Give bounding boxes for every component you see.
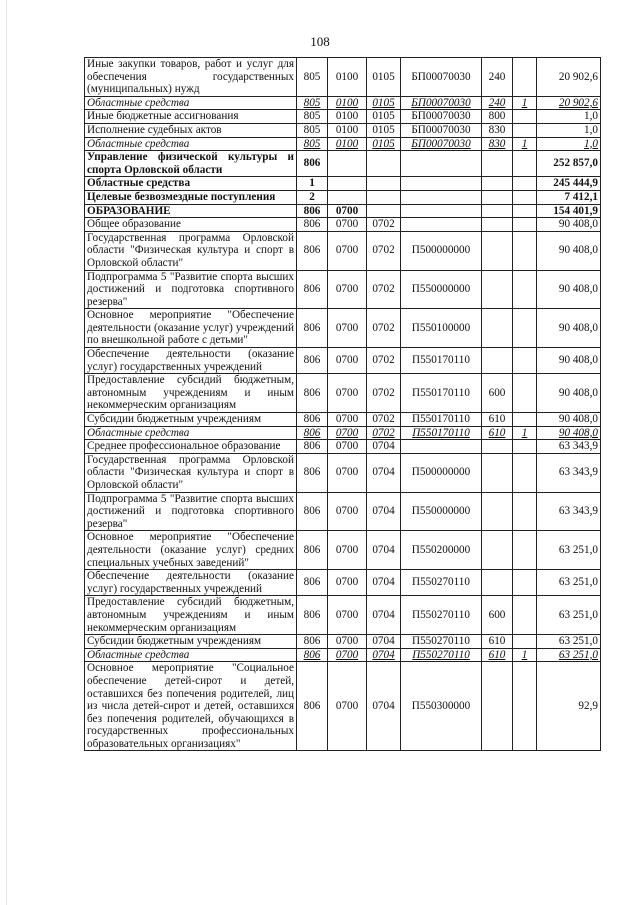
- amount: 252 857,0: [537, 151, 601, 177]
- table-row: [85, 374, 601, 413]
- expense-type-code: 610: [482, 426, 513, 440]
- target-article-code: П550170110: [401, 348, 482, 374]
- row-name: Областные средства: [85, 426, 297, 440]
- ministry-code: 806: [297, 453, 328, 492]
- subsection-code: 0704: [367, 453, 401, 492]
- ministry-code: 806: [297, 270, 328, 309]
- section-code: 0700: [328, 453, 367, 492]
- row-name: Основное мероприятие "Социальное обеспечение детей-сирот и детей, оставшихся без попечения родителей, лиц из числа детей-сирот и детей, оставшихся без попечения родителей, обучающихся в государственных профессиональных образовательных организациях": [85, 662, 297, 751]
- expense-type-code: [482, 218, 513, 232]
- section-code: 0100: [328, 137, 367, 151]
- table-row: [85, 348, 601, 374]
- table-row: [85, 309, 601, 348]
- table-row: [85, 413, 601, 427]
- amount: 92,9: [537, 662, 601, 751]
- target-article-code: [401, 440, 482, 454]
- subsection-code: 0702: [367, 348, 401, 374]
- ministry-code: 806: [297, 309, 328, 348]
- target-article-code: БП00070030: [401, 110, 482, 124]
- expense-type-code: 830: [482, 123, 513, 137]
- expense-type-code: [482, 492, 513, 531]
- subsection-code: 0704: [367, 635, 401, 649]
- row-name: Субсидии бюджетным учреждениям: [85, 635, 297, 649]
- target-article-code: П500000000: [401, 453, 482, 492]
- section-code: 0700: [328, 440, 367, 454]
- expense-type-code: [482, 190, 513, 204]
- table-row: [85, 662, 601, 751]
- expense-type-code: [482, 453, 513, 492]
- table-row: [85, 453, 601, 492]
- funding-source-code: 1: [513, 137, 537, 151]
- amount: 90 408,0: [537, 374, 601, 413]
- row-name: Предоставление субсидий бюджетным, автономным учреждениям и иным некоммерческим организациям: [85, 374, 297, 413]
- target-article-code: П550270110: [401, 635, 482, 649]
- amount: 90 408,0: [537, 309, 601, 348]
- target-article-code: [401, 151, 482, 177]
- subsection-code: 0702: [367, 231, 401, 270]
- section-code: [328, 190, 367, 204]
- funding-source-code: [513, 58, 537, 97]
- target-article-code: [401, 190, 482, 204]
- funding-source-code: [513, 218, 537, 232]
- expense-type-code: 610: [482, 648, 513, 662]
- section-code: 0100: [328, 110, 367, 124]
- budget-table: [84, 57, 601, 751]
- row-name: Основное мероприятие "Обеспечение деятельности (оказание услуг) средних специальных учебных заведений": [85, 531, 297, 570]
- table-row: [85, 426, 601, 440]
- ministry-code: 806: [297, 374, 328, 413]
- ministry-code: 806: [297, 570, 328, 596]
- funding-source-code: [513, 440, 537, 454]
- expense-type-code: [482, 309, 513, 348]
- ministry-code: 806: [297, 635, 328, 649]
- section-code: 0700: [328, 662, 367, 751]
- expense-type-code: 240: [482, 96, 513, 110]
- section-code: 0100: [328, 96, 367, 110]
- funding-source-code: 1: [513, 426, 537, 440]
- expense-type-code: [482, 151, 513, 177]
- subsection-code: [367, 204, 401, 218]
- table-row: [85, 177, 601, 191]
- ministry-code: 805: [297, 137, 328, 151]
- subsection-code: 0702: [367, 426, 401, 440]
- amount: 90 408,0: [537, 218, 601, 232]
- subsection-code: 0704: [367, 440, 401, 454]
- target-article-code: П550170110: [401, 413, 482, 427]
- subsection-code: 0704: [367, 492, 401, 531]
- amount: 63 343,9: [537, 492, 601, 531]
- row-name: Целевые безвозмездные поступления: [85, 190, 297, 204]
- amount: 20 902,6: [537, 58, 601, 97]
- funding-source-code: [513, 110, 537, 124]
- target-article-code: П550300000: [401, 662, 482, 751]
- table-row: [85, 440, 601, 454]
- table-row: [85, 531, 601, 570]
- section-code: 0700: [328, 231, 367, 270]
- section-code: 0700: [328, 309, 367, 348]
- ministry-code: 806: [297, 204, 328, 218]
- section-code: 0700: [328, 492, 367, 531]
- subsection-code: 0704: [367, 570, 401, 596]
- amount: 90 408,0: [537, 270, 601, 309]
- row-name: Областные средства: [85, 648, 297, 662]
- expense-type-code: 240: [482, 58, 513, 97]
- row-name: Предоставление субсидий бюджетным, автономным учреждениям и иным некоммерческим организациям: [85, 596, 297, 635]
- funding-source-code: [513, 374, 537, 413]
- target-article-code: П550170110: [401, 374, 482, 413]
- ministry-code: 805: [297, 110, 328, 124]
- subsection-code: 0704: [367, 648, 401, 662]
- table-row: [85, 596, 601, 635]
- target-article-code: П550270110: [401, 570, 482, 596]
- ministry-code: 806: [297, 492, 328, 531]
- amount: 154 401,9: [537, 204, 601, 218]
- funding-source-code: [513, 270, 537, 309]
- amount: 90 408,0: [537, 348, 601, 374]
- target-article-code: [401, 204, 482, 218]
- table-row: [85, 570, 601, 596]
- page-number: 108: [310, 34, 330, 49]
- section-code: 0700: [328, 426, 367, 440]
- row-name: Обеспечение деятельности (оказание услуг) государственных учреждений: [85, 570, 297, 596]
- funding-source-code: [513, 635, 537, 649]
- funding-source-code: [513, 204, 537, 218]
- row-name: Обеспечение деятельности (оказание услуг) государственных учреждений: [85, 348, 297, 374]
- row-name: Иные закупки товаров, работ и услуг для обеспечения государственных (муниципальных) нужд: [85, 58, 297, 97]
- section-code: [328, 177, 367, 191]
- funding-source-code: 1: [513, 648, 537, 662]
- expense-type-code: 830: [482, 137, 513, 151]
- funding-source-code: 1: [513, 96, 537, 110]
- expense-type-code: [482, 662, 513, 751]
- section-code: [328, 151, 367, 177]
- subsection-code: 0702: [367, 374, 401, 413]
- row-name: Областные средства: [85, 137, 297, 151]
- table-row: [85, 231, 601, 270]
- amount: 7 412,1: [537, 190, 601, 204]
- section-code: 0700: [328, 531, 367, 570]
- row-name: Основное мероприятие "Обеспечение деятельности (оказание услуг) учреждений по внешкольной работе с детьми": [85, 309, 297, 348]
- funding-source-code: [513, 348, 537, 374]
- subsection-code: 0702: [367, 218, 401, 232]
- subsection-code: 0105: [367, 137, 401, 151]
- ministry-code: 1: [297, 177, 328, 191]
- amount: 63 343,9: [537, 440, 601, 454]
- scan-margin-line: [6, 0, 7, 905]
- subsection-code: 0105: [367, 110, 401, 124]
- funding-source-code: [513, 413, 537, 427]
- expense-type-code: 600: [482, 596, 513, 635]
- ministry-code: 806: [297, 426, 328, 440]
- table-row: [85, 270, 601, 309]
- ministry-code: 805: [297, 96, 328, 110]
- subsection-code: 0702: [367, 309, 401, 348]
- ministry-code: 805: [297, 123, 328, 137]
- table-row: [85, 151, 601, 177]
- section-code: 0700: [328, 413, 367, 427]
- expense-type-code: [482, 270, 513, 309]
- amount: 90 408,0: [537, 413, 601, 427]
- ministry-code: 805: [297, 58, 328, 97]
- funding-source-code: [513, 662, 537, 751]
- subsection-code: [367, 177, 401, 191]
- expense-type-code: [482, 231, 513, 270]
- row-name: Подпрограмма 5 "Развитие спорта высших достижений и подготовка спортивного резерва": [85, 270, 297, 309]
- expense-type-code: [482, 531, 513, 570]
- row-name: Подпрограмма 5 "Развитие спорта высших достижений и подготовка спортивного резерва": [85, 492, 297, 531]
- target-article-code: [401, 177, 482, 191]
- target-article-code: [401, 218, 482, 232]
- row-name: Государственная программа Орловской области "Физическая культура и спорт в Орловской области": [85, 231, 297, 270]
- funding-source-code: [513, 531, 537, 570]
- funding-source-code: [513, 309, 537, 348]
- section-code: 0700: [328, 204, 367, 218]
- funding-source-code: [513, 453, 537, 492]
- table-row: [85, 635, 601, 649]
- section-code: 0700: [328, 635, 367, 649]
- subsection-code: 0105: [367, 96, 401, 110]
- amount: 63 251,0: [537, 596, 601, 635]
- subsection-code: [367, 151, 401, 177]
- target-article-code: БП00070030: [401, 123, 482, 137]
- amount: 1,0: [537, 137, 601, 151]
- table-row: [85, 96, 601, 110]
- row-name: Иные бюджетные ассигнования: [85, 110, 297, 124]
- target-article-code: П550200000: [401, 531, 482, 570]
- expense-type-code: 800: [482, 110, 513, 124]
- expense-type-code: [482, 570, 513, 596]
- table-row: [85, 492, 601, 531]
- target-article-code: БП00070030: [401, 58, 482, 97]
- subsection-code: 0704: [367, 596, 401, 635]
- funding-source-code: [513, 492, 537, 531]
- amount: 90 408,0: [537, 426, 601, 440]
- funding-source-code: [513, 177, 537, 191]
- target-article-code: БП00070030: [401, 96, 482, 110]
- table-row: [85, 110, 601, 124]
- table-row: [85, 190, 601, 204]
- funding-source-code: [513, 570, 537, 596]
- funding-source-code: [513, 596, 537, 635]
- ministry-code: 806: [297, 648, 328, 662]
- subsection-code: [367, 190, 401, 204]
- amount: 20 902,6: [537, 96, 601, 110]
- ministry-code: 806: [297, 662, 328, 751]
- section-code: 0700: [328, 596, 367, 635]
- target-article-code: П550270110: [401, 596, 482, 635]
- section-code: 0700: [328, 218, 367, 232]
- subsection-code: 0105: [367, 123, 401, 137]
- subsection-code: 0702: [367, 413, 401, 427]
- expense-type-code: [482, 348, 513, 374]
- target-article-code: П550000000: [401, 492, 482, 531]
- row-name: Субсидии бюджетным учреждениям: [85, 413, 297, 427]
- row-name: Государственная программа Орловской области "Физическая культура и спорт в Орловской области": [85, 453, 297, 492]
- subsection-code: 0704: [367, 531, 401, 570]
- subsection-code: 0702: [367, 270, 401, 309]
- amount: 1,0: [537, 110, 601, 124]
- subsection-code: 0105: [367, 58, 401, 97]
- ministry-code: 806: [297, 151, 328, 177]
- row-name: Областные средства: [85, 96, 297, 110]
- amount: 1,0: [537, 123, 601, 137]
- row-name: ОБРАЗОВАНИЕ: [85, 204, 297, 218]
- funding-source-code: [513, 231, 537, 270]
- table-row: [85, 137, 601, 151]
- expense-type-code: 600: [482, 374, 513, 413]
- row-name: Общее образование: [85, 218, 297, 232]
- amount: 63 251,0: [537, 648, 601, 662]
- section-code: 0700: [328, 270, 367, 309]
- subsection-code: 0704: [367, 662, 401, 751]
- row-name: Управление физической культуры и спорта Орловской области: [85, 151, 297, 177]
- expense-type-code: 610: [482, 635, 513, 649]
- section-code: 0100: [328, 58, 367, 97]
- expense-type-code: 610: [482, 413, 513, 427]
- table-row: [85, 218, 601, 232]
- ministry-code: 806: [297, 348, 328, 374]
- amount: 90 408,0: [537, 231, 601, 270]
- funding-source-code: [513, 123, 537, 137]
- ministry-code: 2: [297, 190, 328, 204]
- target-article-code: П550100000: [401, 309, 482, 348]
- budget-table-body: [85, 58, 601, 751]
- amount: 63 251,0: [537, 570, 601, 596]
- table-row: [85, 58, 601, 97]
- row-name: Областные средства: [85, 177, 297, 191]
- target-article-code: П550170110: [401, 426, 482, 440]
- ministry-code: 806: [297, 413, 328, 427]
- row-name: Среднее профессиональное образование: [85, 440, 297, 454]
- table-row: [85, 123, 601, 137]
- target-article-code: П550000000: [401, 270, 482, 309]
- section-code: 0700: [328, 348, 367, 374]
- funding-source-code: [513, 151, 537, 177]
- section-code: 0700: [328, 648, 367, 662]
- expense-type-code: [482, 204, 513, 218]
- ministry-code: 806: [297, 231, 328, 270]
- expense-type-code: [482, 440, 513, 454]
- amount: 63 251,0: [537, 531, 601, 570]
- amount: 245 444,9: [537, 177, 601, 191]
- section-code: 0700: [328, 374, 367, 413]
- target-article-code: П550270110: [401, 648, 482, 662]
- target-article-code: БП00070030: [401, 137, 482, 151]
- table-row: [85, 204, 601, 218]
- ministry-code: 806: [297, 596, 328, 635]
- target-article-code: П500000000: [401, 231, 482, 270]
- ministry-code: 806: [297, 440, 328, 454]
- section-code: 0700: [328, 570, 367, 596]
- expense-type-code: [482, 177, 513, 191]
- table-row: [85, 648, 601, 662]
- section-code: 0100: [328, 123, 367, 137]
- amount: 63 251,0: [537, 635, 601, 649]
- row-name: Исполнение судебных актов: [85, 123, 297, 137]
- amount: 63 343,9: [537, 453, 601, 492]
- ministry-code: 806: [297, 218, 328, 232]
- funding-source-code: [513, 190, 537, 204]
- ministry-code: 806: [297, 531, 328, 570]
